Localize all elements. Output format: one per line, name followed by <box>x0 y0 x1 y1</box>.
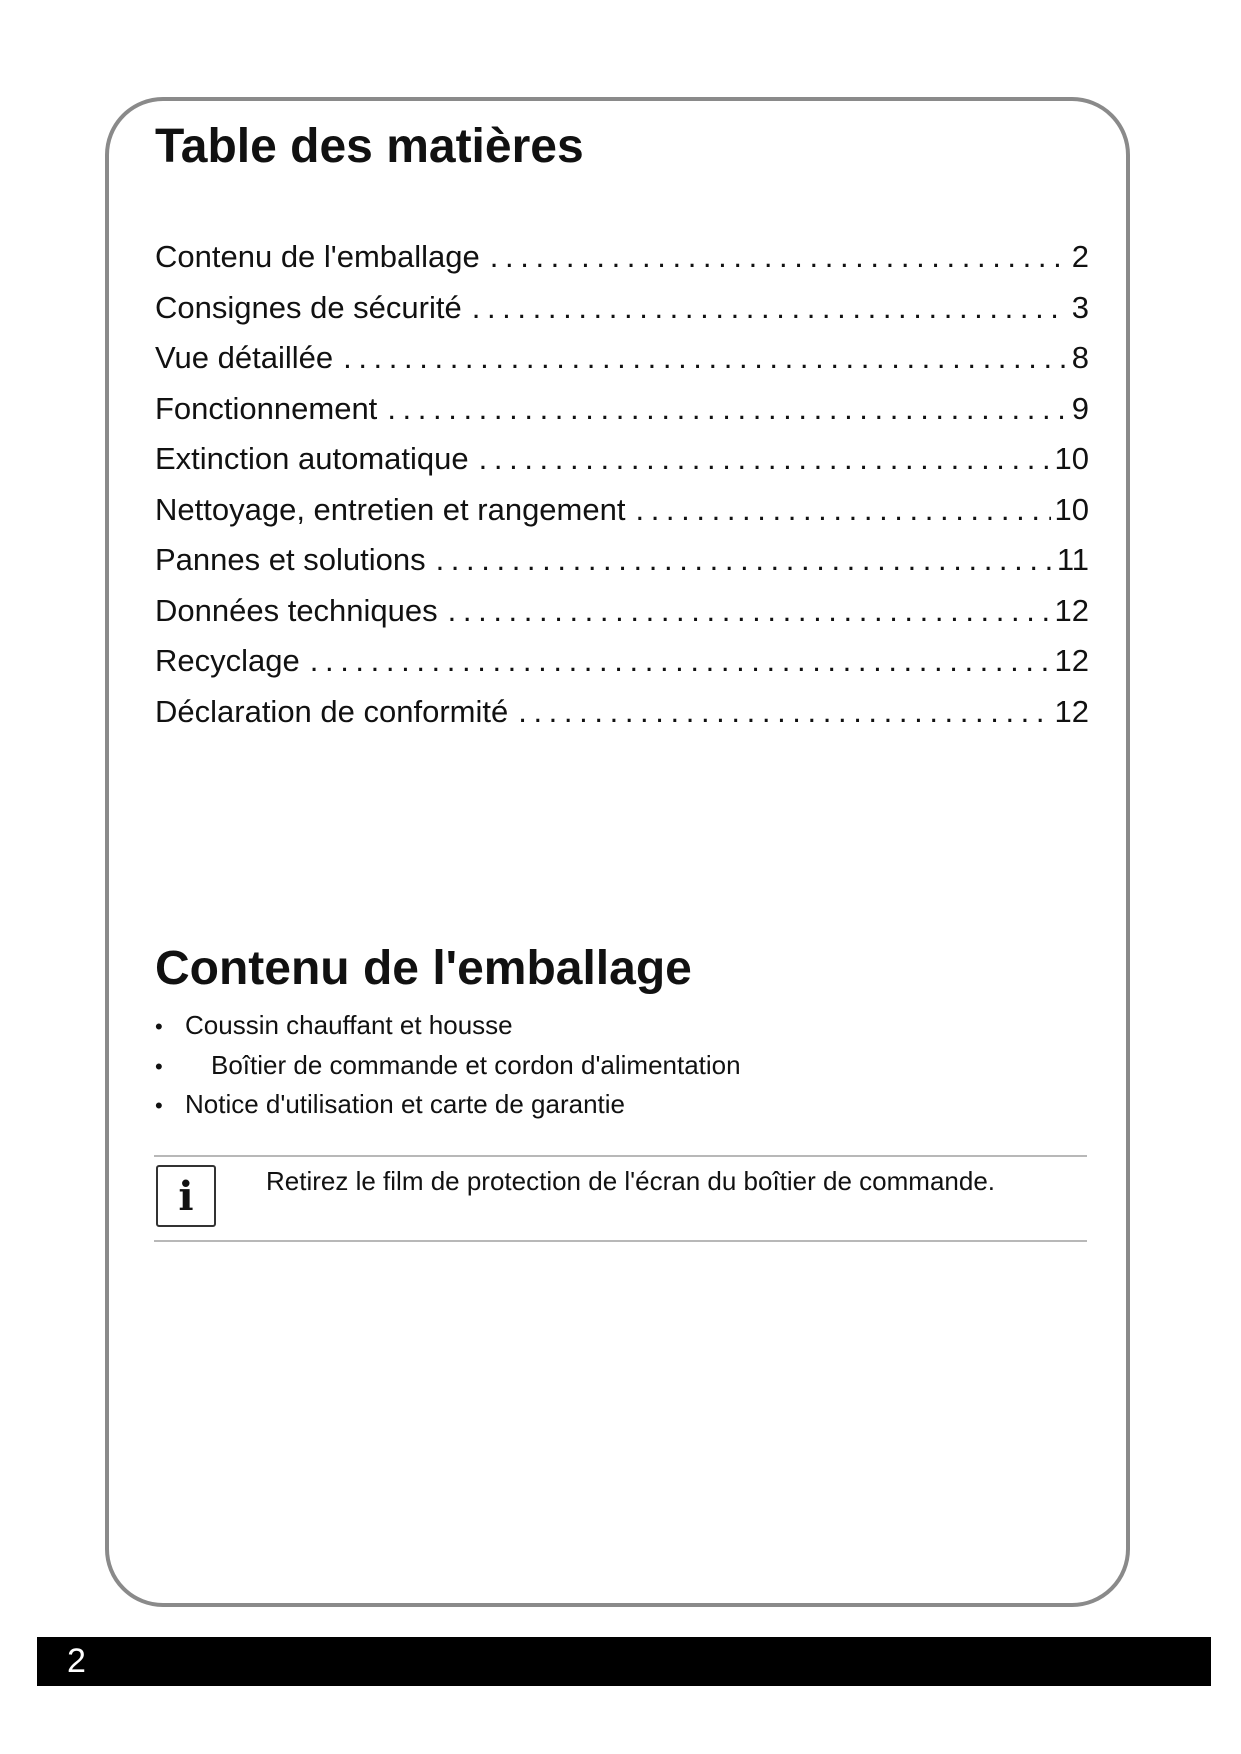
list-item <box>155 1046 741 1086</box>
toc-entry-label: Recyclage <box>155 643 300 678</box>
toc-leader-dots <box>472 283 1068 333</box>
list-item-text: Coussin chauffant et housse <box>185 1010 513 1040</box>
toc-leader-dots <box>436 535 1053 585</box>
bullet-icon: • <box>155 1093 163 1118</box>
info-note-text: Retirez le film de protection de l'écran du boîtier de commande. <box>266 1166 996 1196</box>
toc-leader-dots <box>387 384 1067 434</box>
toc-entry[interactable] <box>155 384 1089 435</box>
toc-entry[interactable] <box>155 687 1089 738</box>
toc-entry[interactable] <box>155 586 1089 637</box>
toc-leader-dots <box>310 636 1051 686</box>
toc-entry[interactable] <box>155 333 1089 384</box>
bullet-icon: • <box>155 1014 163 1039</box>
toc-leader-dots <box>518 687 1050 737</box>
list-item-text: Boîtier de commande et cordon d'alimentation <box>211 1049 741 1080</box>
toc-entry-page: 9 <box>1071 390 1089 426</box>
toc-leader-dots <box>343 333 1068 383</box>
toc-entry-page: 12 <box>1054 643 1089 678</box>
toc-title: Table des matières <box>155 120 584 173</box>
toc-entry[interactable] <box>155 485 1089 536</box>
toc-entry-page: 10 <box>1054 491 1089 527</box>
list-item <box>155 1085 741 1125</box>
toc-entry-page: 11 <box>1056 542 1089 577</box>
bullet-icon: • <box>155 1053 163 1079</box>
toc-entry[interactable] <box>155 535 1089 586</box>
toc-entry-label: Déclaration de conformité <box>155 693 509 729</box>
toc-entry-label: Vue détaillée <box>155 340 334 375</box>
toc-leader-dots <box>635 485 1050 535</box>
toc-entry-label: Pannes et solutions <box>155 542 426 577</box>
toc-leader-dots <box>490 232 1068 282</box>
toc-entry-page: 2 <box>1071 239 1089 274</box>
info-icon: i <box>156 1165 216 1227</box>
toc-entry-label: Consignes de sécurité <box>155 289 462 325</box>
toc-entry-label: Nettoyage, entretien et rangement <box>155 491 626 527</box>
toc-entry-label: Fonctionnement <box>155 390 378 426</box>
list-item-text: Notice d'utilisation et carte de garantie <box>185 1089 625 1119</box>
toc-leader-dots <box>479 434 1051 484</box>
toc-entry-page: 8 <box>1071 340 1089 375</box>
toc-leader-dots <box>448 586 1051 636</box>
toc-entry-label: Contenu de l'emballage <box>155 239 480 274</box>
toc-entry-label: Extinction automatique <box>155 441 469 476</box>
toc-entry[interactable] <box>155 434 1089 485</box>
toc-list <box>155 232 1089 737</box>
toc-entry[interactable] <box>155 232 1089 283</box>
package-contents-list <box>155 1006 741 1125</box>
toc-entry[interactable] <box>155 636 1089 687</box>
list-item <box>155 1006 741 1046</box>
toc-entry[interactable] <box>155 283 1089 334</box>
toc-entry-page: 12 <box>1054 693 1089 729</box>
toc-entry-page: 10 <box>1054 441 1089 476</box>
toc-entry-page: 12 <box>1054 592 1089 628</box>
section-title: Contenu de l'emballage <box>155 942 692 995</box>
info-note <box>154 1155 1087 1242</box>
page-number: 2 <box>67 1642 86 1680</box>
toc-entry-label: Données techniques <box>155 592 438 628</box>
footer-bar <box>37 1637 1211 1686</box>
toc-entry-page: 3 <box>1071 289 1089 325</box>
